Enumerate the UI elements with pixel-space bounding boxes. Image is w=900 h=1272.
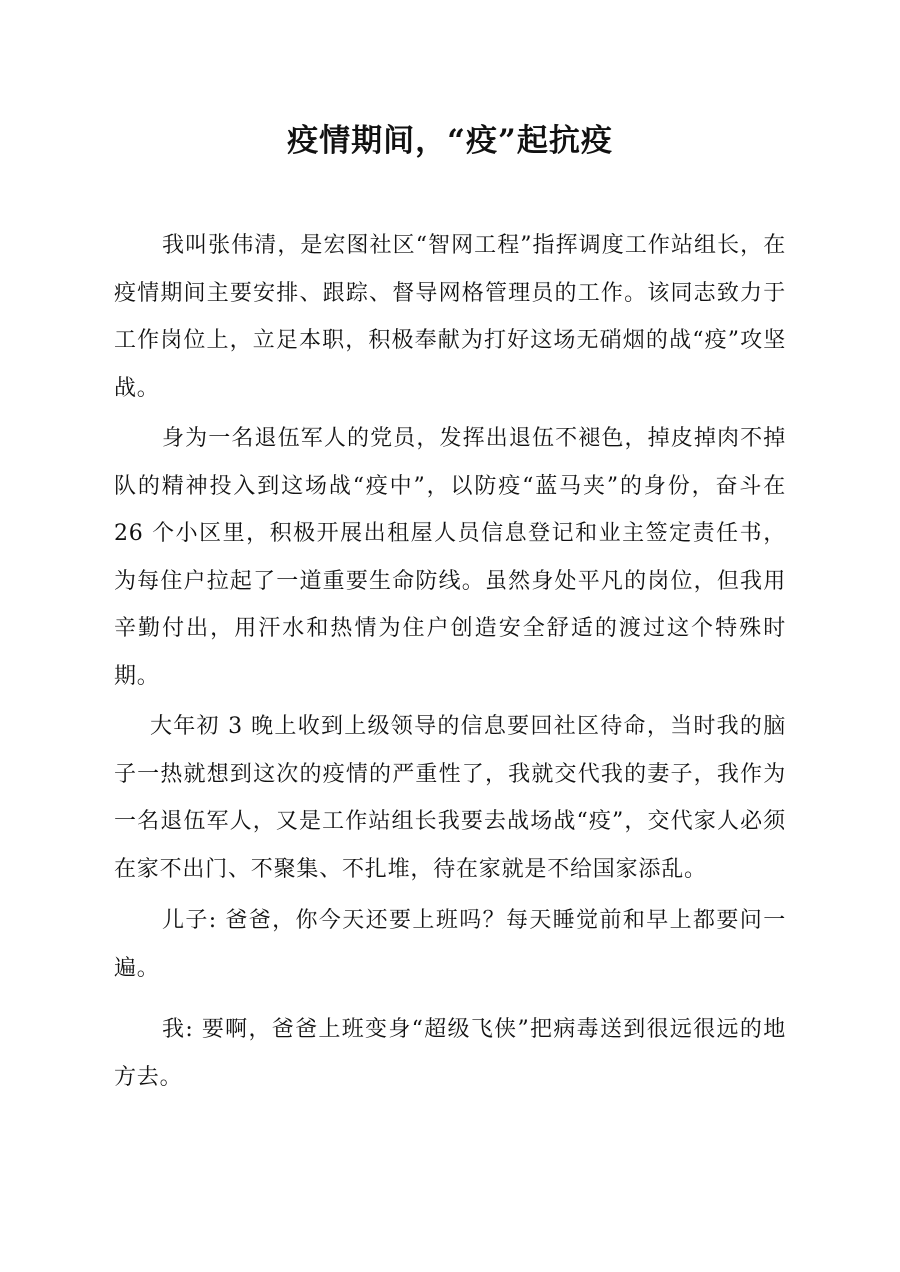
document-title: 疫情期间，“疫”起抗疫 [287, 123, 613, 159]
paragraph-5: 我: 要啊，爸爸上班变身“超级飞侠”把病毒送到很远很远的地方去。 [114, 1017, 786, 1090]
paragraph-1: 我叫张伟清，是宏图社区“智网工程”指挥调度工作站组长，在疫情期间主要安排、跟踪、督导网格管理员的工作。该同志致力于工作岗位上，立足本职，积极奉献为打好这场无硝烟的战“疫”攻坚战。 [114, 233, 786, 401]
paragraph-2: 身为一名退伍军人的党员，发挥出退伍不褪色，掉皮掉肉不掉队的精神投入到这场战“疫中”，以防疫“蓝马夹”的身份，奋斗在 26 个小区里，积极开展出租屋人员信息登记和业主签定责任书，为每住户拉起了一道重要生命防线。虽然身处平凡的岗位，但我用辛勤付出，用汗水和热情为住户创造安全舒适的渡过这个特殊时期。 [114, 426, 786, 689]
paragraph-3: 大年初 3 晚上收到上级领导的信息要回社区待命，当时我的脑子一热就想到这次的疫情的严重性了，我就交代我的妻子，我作为一名退伍军人，又是工作站组长我要去战场战“疫”，交代家人必须在家不出门、不聚集、不扎堆，待在家就是不给国家添乱。 [114, 714, 786, 882]
paragraph-4: 儿子: 爸爸，你今天还要上班吗？每天睡觉前和早上都要问一遍。 [114, 908, 786, 981]
